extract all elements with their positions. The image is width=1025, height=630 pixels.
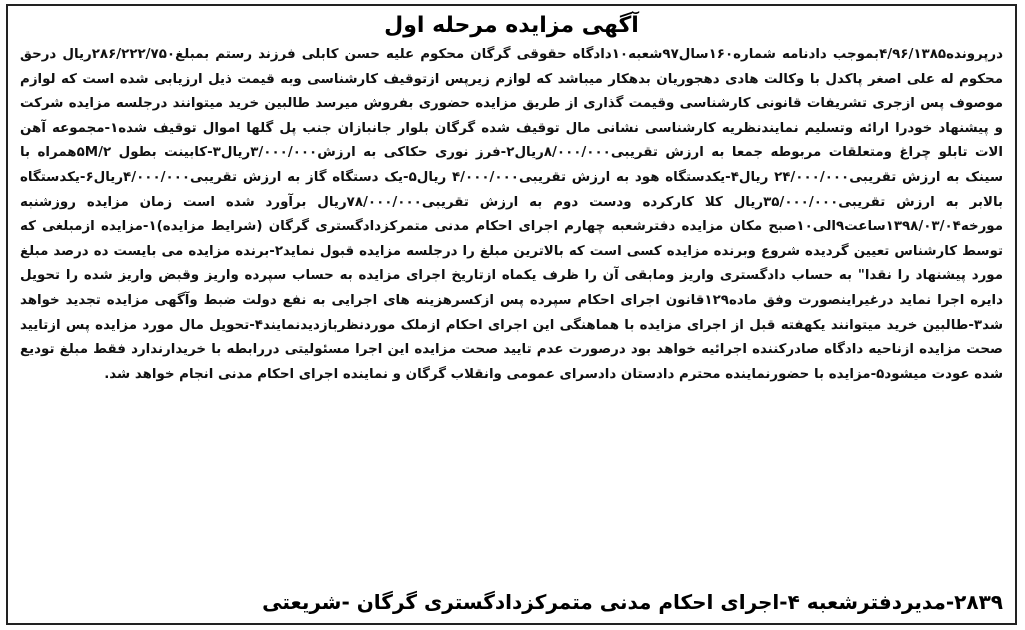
notice-title: آگهی مزایده مرحله اول — [384, 13, 639, 38]
notice-body: درپرونده۴/۹۶/۱۳۸۵بموجب دادنامه شماره۱۶۰سال۹۷شعبه۱۰دادگاه حقوقی گرگان محکوم علیه حسن کابلی فرزند رستم بمبلغ۲۸۶/۲۲۲/۷۵۰ریال درحق محکوم له علی اصغر پاکدل با وکالت هادی دهجوریان بدهکار میباشد که لوازم زیرپس ازتوقیف کارشناسی وبه قیمت ذیل ارزیابی شده است که لوازم موصوف پس ازجری تشریفات قانونی کارشناسی وقیمت گذاری از طریق مزایده حضوری بفروش میرسد طالبین خرید میتوانند درجلسه مزایده شرکت و پیشنهاد خودرا ارائه وتسلیم نمایندنظریه کارشناسی نشانی مال توقیف شده گرگان بلوار جانبازان جنب پل گلها اموال توقیف شده۱-مجموعه آهن الات تابلو چراغ ومتعلقات مربوطه جمعا به ارزش تقریبی۸/۰۰۰/۰۰۰ریال۲-فرز نوری حکاکی به ارزش۳/۰۰۰/۰۰۰ریال۳-کابینت بطول ۵M/۲همراه با سینک به ارزش تقریبی۲۴/۰۰۰/۰۰۰ ریال۴-یکدستگاه هود به ارزش تقریبی۴/۰۰۰/۰۰۰ ریال۵-یک دستگاه گاز به ارزش تقریبی۴/۰۰۰/۰۰۰ریال۶-یکدستگاه بالابر به ارزش تقریبی۳۵/۰۰۰/۰۰۰ریال کلا کارکرده ودست دوم به ارزش تقریبی۷۸/۰۰۰/۰۰۰ریال برآورد شده است زمان مزایده روزشنبه مورخه۱۳۹۸/۰۳/۰۴ساعت۹الی۱۰صبح مکان مزایده دفترشعبه چهارم اجرای احکام مدنی متمرکزدادگستری گرگان (شرایط مزایده)۱-مزایده ازمبلغی که توسط کارشناس تعیین گردیده شروع وبرنده مزایده کسی است که بالاترین مبلغ را درجلسه مزایده قبول نماید۲-برنده مزایده می بایست ده درصد مبلغ مورد پیشنهاد را نقدا" به حساب دادگستری واریز ومابقی آن را ظرف یکماه ازتاریخ اجرای مزایده به حساب سپرده واریز وقبض واریز شده را تحویل دایره اجرا نماید درغیراینصورت وفق ماده۱۲۹قانون اجرای احکام سپرده پس ازکسرهزینه های اجرایی به نفع دولت ضبط وآگهی مزایده تجدید خواهد شد۳-طالبین خرید میتوانند یکهفته قبل از اجرای مزایده با هماهنگی این اجرای احکام ازملک موردنظربازدیدنمایند۴-تحویل مال مورد مزایده پس ازتایید صحت مزایده ازناحیه دادگاه صادرکننده اجرائیه خواهد بود درصورت عدم تایید صحت مزایده این اجرا مسئولیتی دررابطه با خریدارندارد فقط مبلغ تودیع شده عودت میشود۵-مزایده با حضورنماینده محترم دادستان دادسرای عمومی وانقلاب گرگان و نماینده اجرای احکام مدنی انجام خواهد شد. — [20, 47, 1004, 382]
notice-signature: ۲۸۳۹-مدیردفترشعبه ۴-اجرای احکام مدنی متمرکزدادگستری گرگان -شریعتی — [262, 590, 1003, 614]
auction-notice — [6, 4, 1017, 625]
